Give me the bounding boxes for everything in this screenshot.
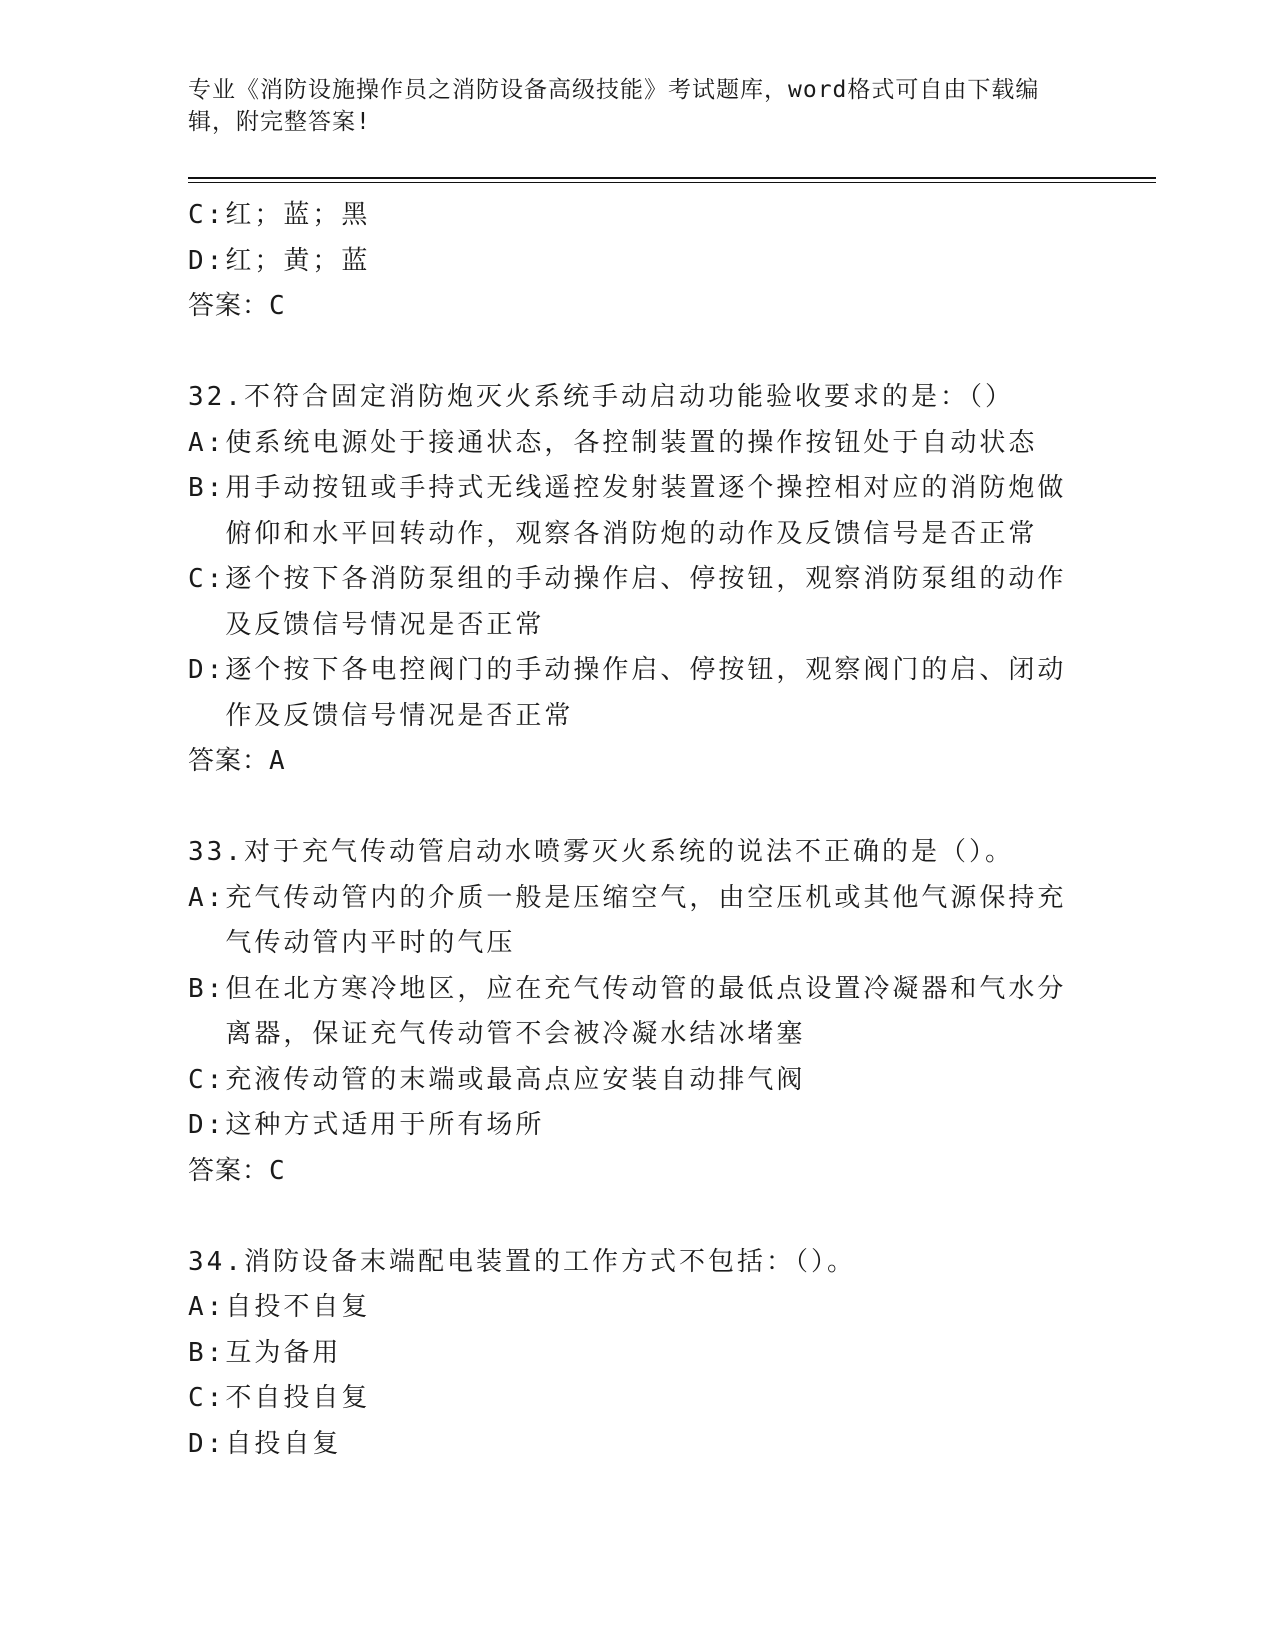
header-rule-thin: [188, 182, 1156, 183]
spacer: [188, 1194, 1088, 1240]
option-letter: C:: [188, 1064, 226, 1095]
option-text: 互为备用: [225, 1337, 342, 1368]
option-letter: D:: [188, 1428, 226, 1459]
option-letter: D:: [188, 655, 226, 685]
option-c: [188, 1058, 1088, 1104]
option-letter: C:: [188, 200, 226, 230]
option-text: 自投不自复: [225, 1292, 371, 1322]
option-letter: D:: [188, 245, 226, 276]
option-d: [188, 239, 1088, 285]
answer-value: A: [269, 746, 286, 776]
option-d: [188, 648, 1088, 739]
option-text: 逐个按下各消防泵组的手动操作启、停按钮，观察消防泵组的动作及反馈信号情况是否正常: [225, 564, 1067, 640]
option-letter: A:: [188, 882, 226, 913]
option-letter: C:: [188, 564, 226, 594]
document-body: [188, 193, 1088, 1467]
option-letter: B:: [188, 1337, 226, 1368]
option-letter: D:: [188, 1110, 226, 1140]
option-letter: A:: [188, 427, 226, 458]
answer-line: [188, 739, 1088, 785]
option-b: [188, 1331, 1088, 1377]
question-stem: 32.不符合固定消防炮灭火系统手动启动功能验收要求的是：（）: [188, 382, 1014, 412]
answer-value: C: [269, 1155, 286, 1186]
question-33: [188, 830, 1088, 1194]
option-letter: B:: [188, 973, 226, 1004]
option-text: 红；蓝；黑: [225, 200, 371, 230]
answer-label: 答案：: [188, 291, 270, 321]
question-34: [188, 1240, 1088, 1468]
option-text: 用手动按钮或手持式无线遥控发射装置逐个操控相对应的消防炮做俯仰和水平回转动作，观察各消防炮的动作及反馈信号是否正常: [225, 473, 1067, 549]
option-text: 红；黄；蓝: [225, 245, 371, 276]
option-letter: C:: [188, 1383, 226, 1413]
spacer: [188, 785, 1088, 831]
option-letter: B:: [188, 473, 226, 503]
answer-value: C: [269, 291, 286, 321]
question-32: [188, 375, 1088, 785]
option-text: 但在北方寒冷地区，应在充气传动管的最低点设置冷凝器和气水分离器，保证充气传动管不会被冷凝水结冰堵塞: [225, 973, 1067, 1049]
option-a: [188, 421, 1088, 467]
answer-label: 答案：: [188, 1155, 270, 1186]
option-text: 不自投自复: [225, 1383, 371, 1413]
option-d: [188, 1422, 1088, 1468]
option-c: [188, 1376, 1088, 1422]
option-b: [188, 967, 1088, 1058]
option-text: 这种方式适用于所有场所: [225, 1110, 545, 1140]
option-text: 自投自复: [225, 1428, 342, 1459]
answer-line: [188, 284, 1088, 330]
question-31-tail: [188, 193, 1088, 330]
option-a: [188, 1285, 1088, 1331]
header-rule-thick: [188, 177, 1156, 179]
option-text: 使系统电源处于接通状态，各控制装置的操作按钮处于自动状态: [225, 427, 1038, 458]
option-c: [188, 557, 1088, 648]
question-stem: 34.消防设备末端配电装置的工作方式不包括：（）。: [188, 1246, 856, 1277]
option-text: 充液传动管的末端或最高点应安装自动排气阀: [225, 1064, 806, 1095]
answer-label: 答案：: [188, 746, 270, 776]
option-text: 充气传动管内的介质一般是压缩空气，由空压机或其他气源保持充气传动管内平时的气压: [225, 882, 1067, 958]
option-letter: A:: [188, 1292, 226, 1322]
option-a: [188, 876, 1088, 967]
spacer: [188, 330, 1088, 376]
question-stem: 33.对于充气传动管启动水喷雾灭火系统的说法不正确的是（）。: [188, 837, 1014, 867]
option-b: [188, 466, 1088, 557]
answer-line: [188, 1149, 1088, 1195]
option-c: [188, 193, 1088, 239]
option-text: 逐个按下各电控阀门的手动操作启、停按钮，观察阀门的启、闭动作及反馈信号情况是否正常: [225, 655, 1067, 731]
option-d: [188, 1103, 1088, 1149]
document-header: 专业《消防设施操作员之消防设备高级技能》考试题库，word格式可自由下载编辑，附完整答案!: [188, 77, 1040, 135]
